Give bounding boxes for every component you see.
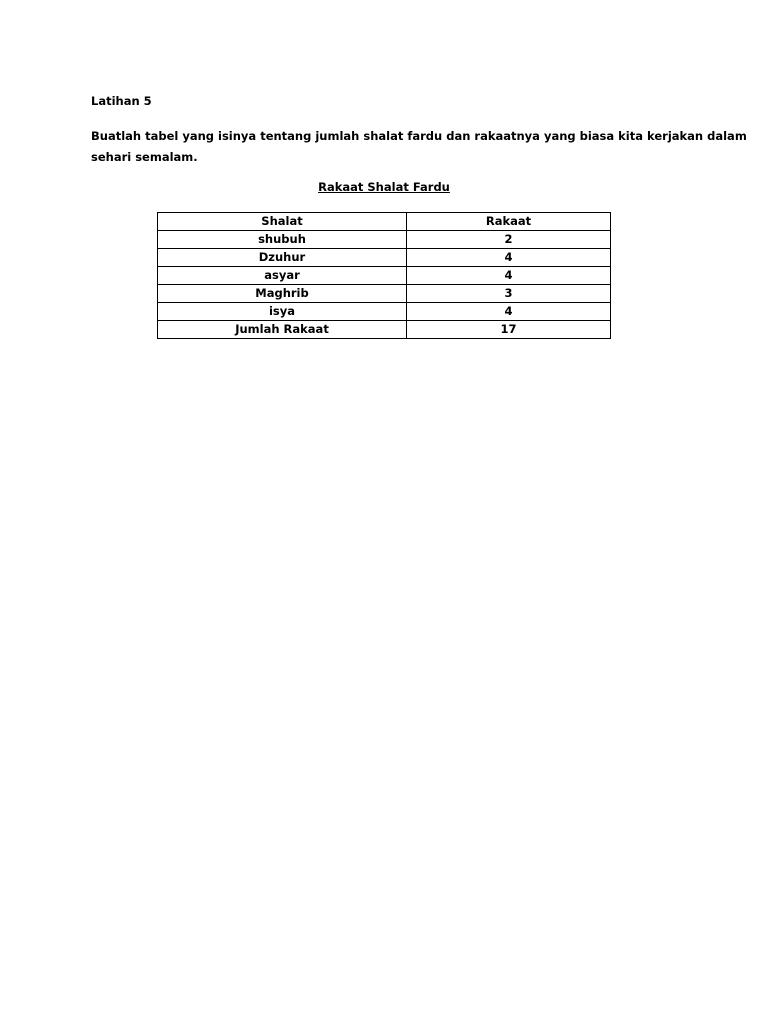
cell-rakaat: 3 (407, 285, 611, 303)
table-total-row (158, 321, 611, 339)
instruction-line: sehari semalam. (91, 150, 198, 164)
cell-rakaat: 4 (407, 267, 611, 285)
cell-shalat: Maghrib (158, 285, 407, 303)
table-row (158, 231, 611, 249)
cell-rakaat: 4 (407, 249, 611, 267)
table-row (158, 285, 611, 303)
table-title: Rakaat Shalat Fardu (318, 180, 450, 194)
rakaat-table (157, 212, 611, 339)
cell-total-value: 17 (407, 321, 611, 339)
header-shalat: Shalat (158, 213, 407, 231)
cell-shalat: shubuh (158, 231, 407, 249)
instruction-line: Buatlah tabel yang isinya tentang jumlah shalat fardu dan rakaatnya yang biasa kita kerjakan dalam (91, 129, 747, 143)
exercise-heading: Latihan 5 (91, 94, 152, 108)
cell-rakaat: 4 (407, 303, 611, 321)
header-rakaat: Rakaat (407, 213, 611, 231)
cell-shalat: asyar (158, 267, 407, 285)
cell-shalat: isya (158, 303, 407, 321)
table-header-row (158, 213, 611, 231)
cell-shalat: Dzuhur (158, 249, 407, 267)
table-row (158, 249, 611, 267)
instruction-paragraph (91, 126, 747, 168)
cell-rakaat: 2 (407, 231, 611, 249)
table-row (158, 303, 611, 321)
cell-total-label: Jumlah Rakaat (158, 321, 407, 339)
table-row (158, 267, 611, 285)
